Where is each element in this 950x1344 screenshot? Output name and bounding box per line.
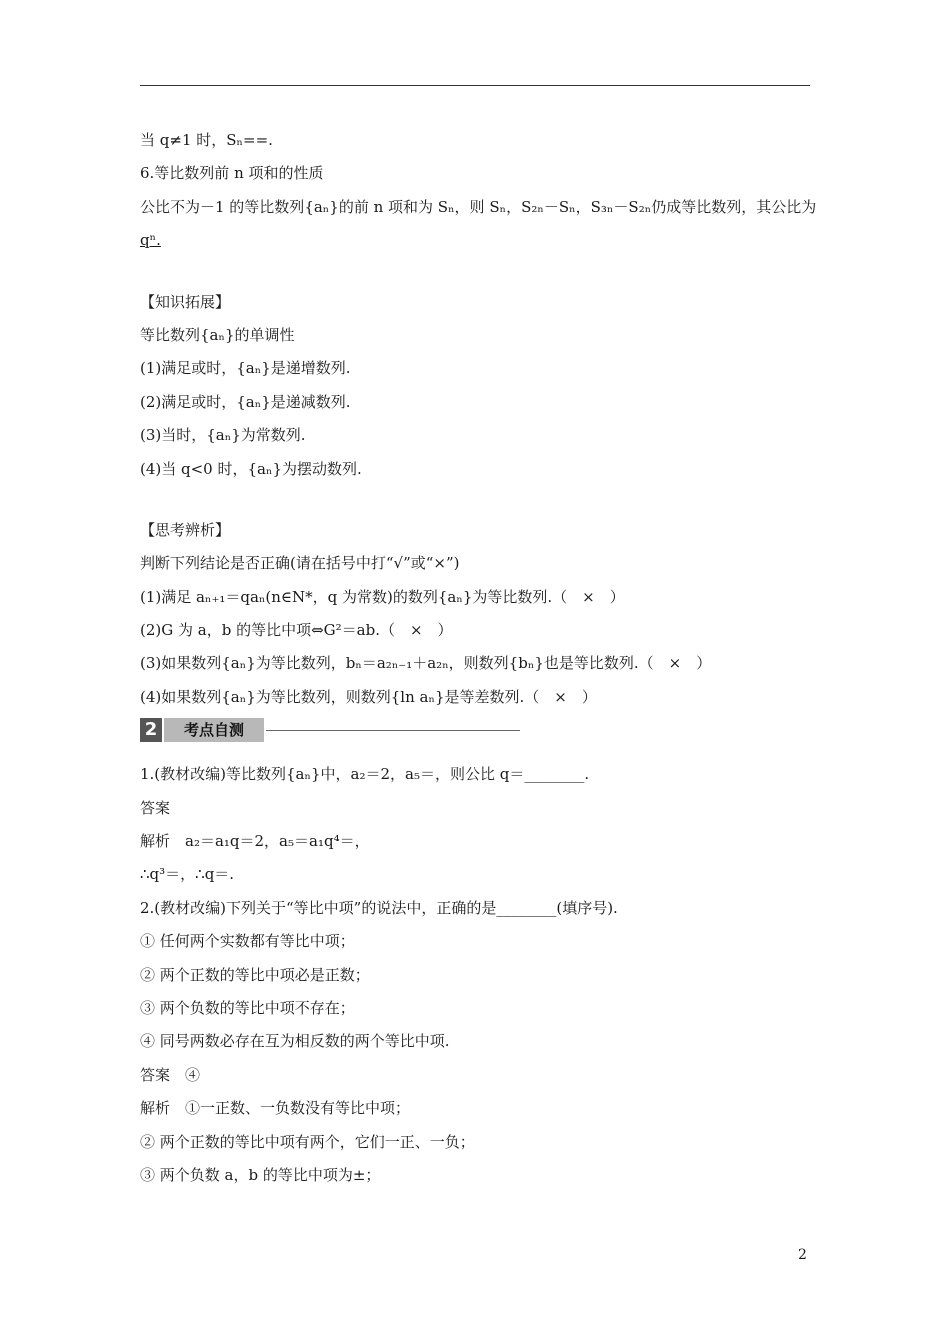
section-title: 考点自测 bbox=[164, 718, 264, 742]
section-number-badge: 2 bbox=[140, 718, 162, 742]
text-line: ① 任何两个实数都有等比中项； bbox=[140, 932, 355, 951]
text-line: 公比不为－1 的等比数列{aₙ}的前 n 项和为 Sₙ，则 Sₙ，S₂ₙ－Sₙ，S₃ₙ－S₂ₙ仍成等比数列，其公比为 bbox=[140, 197, 817, 216]
section-heading: 【思考辨析】 bbox=[140, 520, 231, 539]
text-line: 当 q≠1 时，Sₙ==. bbox=[140, 131, 273, 149]
text-line: 6.等比数列前 n 项和的性质 bbox=[140, 164, 324, 183]
text-line: ② 两个正数的等比中项必是正数； bbox=[140, 965, 370, 984]
text-line: ② 两个正数的等比中项有两个，它们一正、一负； bbox=[140, 1132, 475, 1151]
text-line: (1)满足 aₙ₊₁＝qaₙ(n∈N*，q 为常数)的数列{aₙ}为等比数列.（ × ） bbox=[140, 587, 625, 606]
text-line: 答案 ④ bbox=[140, 1065, 201, 1084]
text-line: (3)当时，{aₙ}为常数列. bbox=[140, 426, 306, 445]
text-line: (2)满足或时，{aₙ}是递减数列. bbox=[140, 392, 351, 411]
text-line: (2)G 为 a，b 的等比中项⇔G²＝ab.（ × ） bbox=[140, 621, 453, 640]
text-line: 解析 a₂＝a₁q＝2，a₅＝a₁q⁴＝， bbox=[140, 832, 370, 851]
text-line: 答案 bbox=[140, 798, 171, 817]
header-rule bbox=[140, 85, 810, 86]
text-line: ④ 同号两数必存在互为相反数的两个等比中项. bbox=[140, 1032, 450, 1051]
section-banner bbox=[140, 714, 820, 748]
text-line: qⁿ. bbox=[140, 231, 161, 250]
text-line: (4)如果数列{aₙ}为等比数列，则数列{ln aₙ}是等差数列.（ × ） bbox=[140, 687, 597, 706]
text-line: ③ 两个负数的等比中项不存在； bbox=[140, 998, 355, 1017]
text-line: 1.(教材改编)等比数列{aₙ}中，a₂＝2，a₅＝，则公比 q＝________. bbox=[140, 765, 590, 784]
text-line: 判断下列结论是否正确(请在括号中打“√”或“×”) bbox=[140, 554, 460, 573]
text-line: (4)当 q<0 时，{aₙ}为摆动数列. bbox=[140, 459, 362, 478]
text-line: ∴q³＝，∴q＝. bbox=[140, 865, 235, 884]
page-content bbox=[140, 124, 820, 1192]
page-number: 2 bbox=[798, 1247, 807, 1263]
text-line: ③ 两个负数 a，b 的等比中项为±； bbox=[140, 1165, 381, 1184]
text-line: 2.(教材改编)下列关于“等比中项”的说法中，正确的是________(填序号). bbox=[140, 898, 618, 917]
text-line: 解析 ①一正数、一负数没有等比中项； bbox=[140, 1099, 411, 1118]
section-heading: 【知识拓展】 bbox=[140, 292, 231, 311]
section-rule bbox=[266, 730, 520, 731]
text-line: 等比数列{aₙ}的单调性 bbox=[140, 325, 295, 344]
text-line: (3)如果数列{aₙ}为等比数列，bₙ＝a₂ₙ₋₁＋a₂ₙ，则数列{bₙ}也是等比数列.（ × ） bbox=[140, 654, 712, 673]
text-line: (1)满足或时，{aₙ}是递增数列. bbox=[140, 359, 351, 378]
